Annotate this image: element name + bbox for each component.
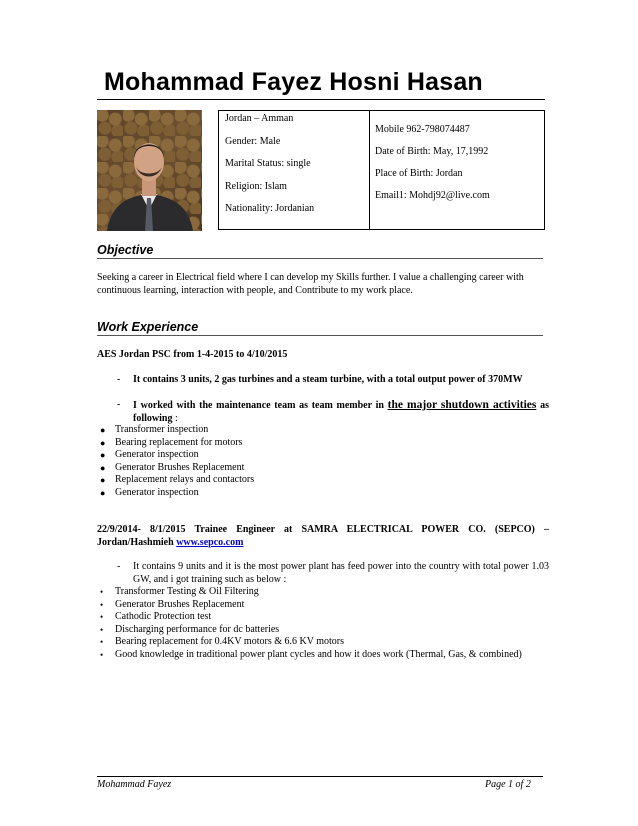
bullet-icon: • bbox=[100, 624, 104, 635]
job1-detail-2-part-d: : bbox=[172, 412, 178, 424]
personal-info-left bbox=[225, 113, 367, 226]
bullet-icon: • bbox=[100, 612, 104, 622]
job1-detail-2-text bbox=[133, 399, 549, 425]
job1-detail-1 bbox=[117, 374, 549, 387]
nationality: Nationality: Jordanian bbox=[225, 203, 315, 214]
date-of-birth: Date of Birth: May, 17,1992 bbox=[375, 146, 489, 157]
job2-task-list bbox=[97, 586, 549, 661]
email: Email1: Mohdj92@live.com bbox=[375, 190, 490, 201]
dash-marker: - bbox=[117, 374, 121, 385]
bullet-icon: ● bbox=[100, 462, 106, 473]
job1-detail-2 bbox=[117, 399, 549, 425]
location: Jordan – Amman bbox=[225, 113, 294, 124]
mobile: Mobile 962-798074487 bbox=[375, 124, 470, 135]
footer-author: Mohammad Fayez bbox=[97, 779, 172, 790]
list-item: ● Transformer inspection bbox=[100, 424, 209, 435]
bullet-icon: • bbox=[100, 587, 104, 597]
job1-task-list bbox=[97, 424, 549, 499]
list-item: • Cathodic Protection test bbox=[100, 611, 212, 622]
footer-rule bbox=[97, 776, 543, 777]
gender: Gender: Male bbox=[225, 135, 281, 147]
bullet-icon: • bbox=[100, 649, 104, 660]
place-of-birth: Place of Birth: Jordan bbox=[375, 168, 463, 179]
job1-title: AES Jordan PSC from 1-4-2015 to 4/10/2015 bbox=[97, 349, 288, 360]
job2-title: 22/9/2014- 8/1/2015 Trainee Engineer at SAMRA ELECTRICAL POWER CO. (SEPCO) – Jordan/Hashmieh www.sepco.com bbox=[97, 524, 549, 548]
sepco-link[interactable]: www.sepco.com bbox=[176, 537, 244, 548]
dash-marker: - bbox=[117, 399, 121, 410]
religion: Religion: Islam bbox=[225, 180, 287, 192]
objective-text: Seeking a career in Electrical field where I can develop my Skills further. I value a challenging career with continuous learning, interaction with people, and Contribute to my work place. bbox=[97, 272, 524, 296]
candidate-name: Mohammad Fayez Hosni Hasan bbox=[104, 68, 483, 96]
bullet-icon: • bbox=[100, 637, 104, 647]
list-item: • Good knowledge in traditional power plant cycles and how it does work (Thermal, Gas, & combined) bbox=[100, 648, 522, 660]
bullet-icon: ● bbox=[100, 487, 106, 498]
marital-status: Marital Status: single bbox=[225, 158, 311, 169]
personal-info-box bbox=[218, 110, 545, 230]
work-experience-heading: Work Experience bbox=[97, 320, 199, 334]
objective-rule bbox=[97, 258, 543, 259]
bullet-icon: ● bbox=[100, 450, 106, 460]
person-portrait-icon bbox=[97, 110, 202, 231]
list-item: ● Generator Brushes Replacement bbox=[100, 461, 245, 473]
job1-detail-1-text: It contains 3 units, 2 gas turbines and a steam turbine, with a total output power of 370MW bbox=[133, 374, 523, 385]
list-item: • Generator Brushes Replacement bbox=[100, 598, 245, 610]
list-item: • Bearing replacement for 0.4KV motors & 6.6 KV motors bbox=[100, 636, 345, 647]
bullet-icon: ● bbox=[100, 425, 106, 435]
job2-detail-1-text: It contains 9 units and it is the most power plant has feed power into the country with total power 1.03 GW, and i got training such as below : bbox=[133, 561, 549, 585]
info-divider bbox=[369, 111, 370, 229]
list-item: ● Generator inspection bbox=[100, 486, 199, 498]
job1-detail-2-part-a: I worked with the maintenance team as team member in bbox=[133, 400, 388, 411]
bullet-icon: ● bbox=[100, 437, 106, 448]
personal-info-right bbox=[375, 124, 540, 212]
job1-detail-2-part-c: as following bbox=[133, 400, 549, 424]
objective-heading: Objective bbox=[97, 243, 154, 257]
profile-photo bbox=[97, 110, 202, 231]
work-experience-rule bbox=[97, 335, 543, 336]
bullet-icon: ● bbox=[100, 475, 106, 485]
page-number: Page 1 of 2 bbox=[485, 779, 531, 790]
name-underline bbox=[97, 99, 545, 100]
bullet-icon: • bbox=[100, 599, 104, 610]
list-item: • Discharging performance for dc batteries bbox=[100, 623, 280, 635]
list-item: • Transformer Testing & Oil Filtering bbox=[100, 586, 259, 597]
dash-marker: - bbox=[117, 561, 121, 572]
job1-detail-2-highlight: the major shutdown activities bbox=[387, 399, 537, 411]
list-item: ● Generator inspection bbox=[100, 449, 199, 460]
list-item: ● Bearing replacement for motors bbox=[100, 436, 243, 448]
job2-detail-1 bbox=[117, 561, 549, 586]
list-item: ● Replacement relays and contactors bbox=[100, 474, 255, 485]
